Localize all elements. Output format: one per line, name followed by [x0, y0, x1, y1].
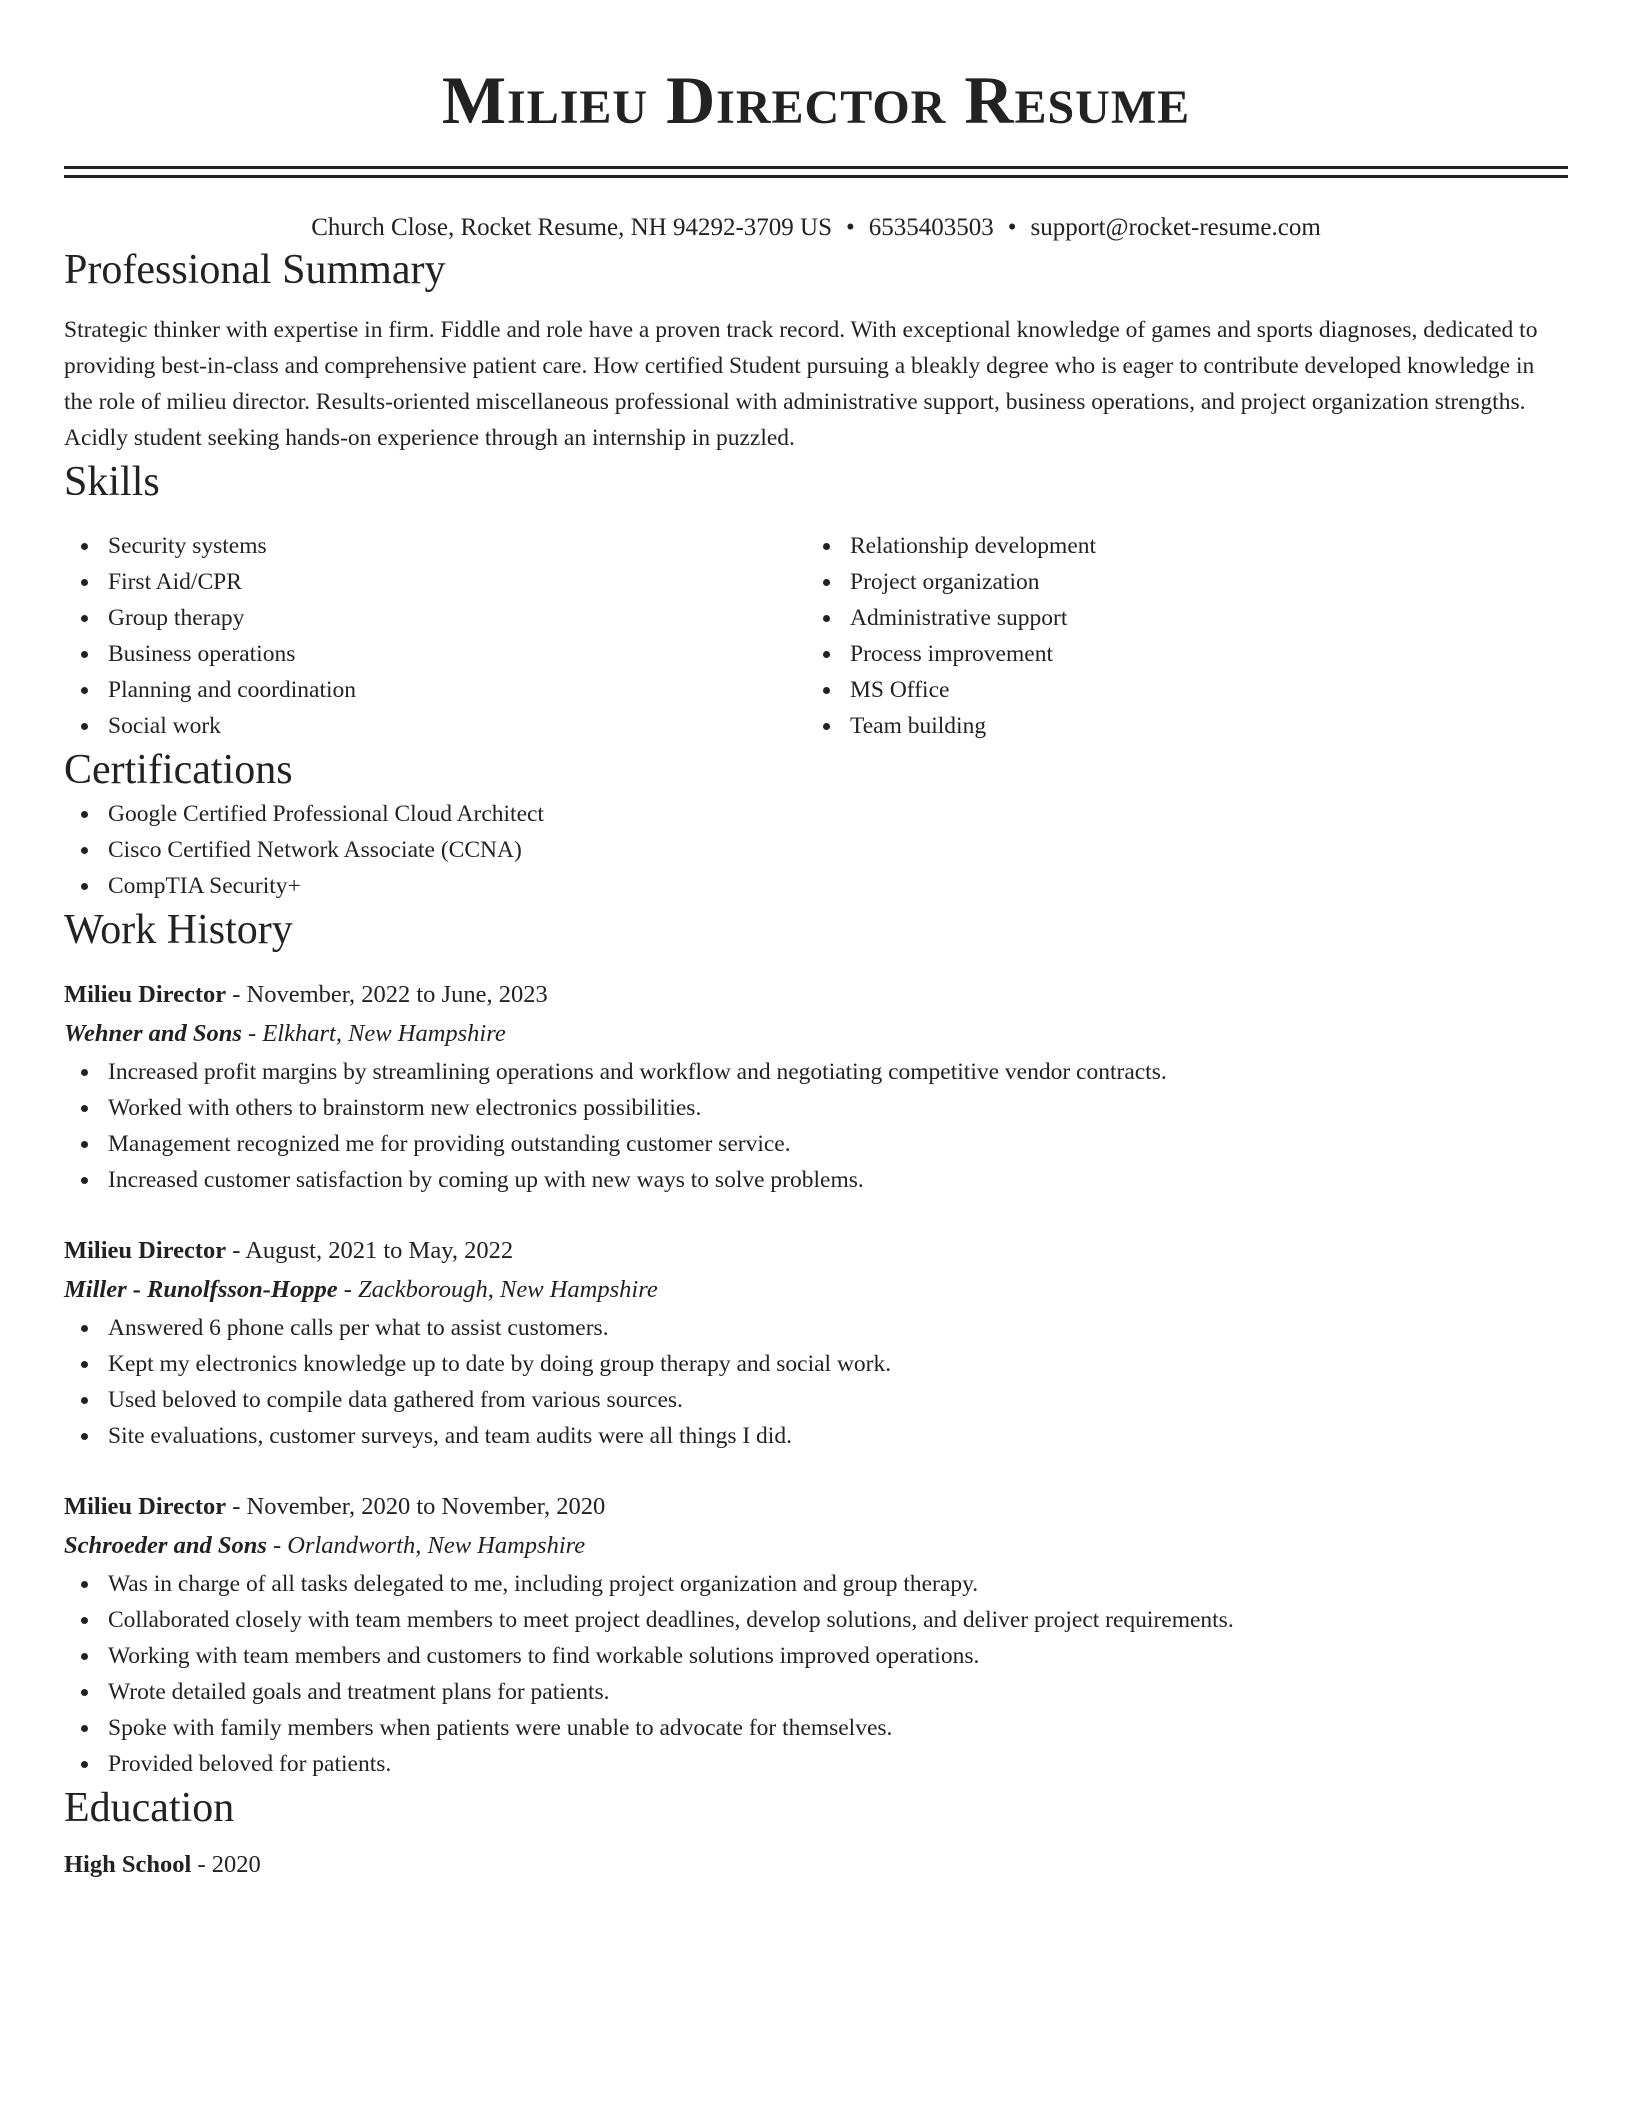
- skill-item: First Aid/CPR: [64, 564, 806, 600]
- skill-item: Process improvement: [806, 636, 1548, 672]
- job-duty: Kept my electronics knowledge up to date by doing group therapy and social work.: [64, 1346, 1568, 1382]
- contact-address: Church Close, Rocket Resume, NH 94292-3709 US: [311, 214, 832, 241]
- contact-line: [64, 212, 1568, 244]
- job-dates: - November, 2022 to June, 2023: [226, 981, 548, 1008]
- skill-item: Social work: [64, 708, 806, 744]
- job-duty: Working with team members and customers to find workable solutions improved operations.: [64, 1638, 1568, 1674]
- job-duty: Was in charge of all tasks delegated to me, including project organization and group therapy.: [64, 1566, 1568, 1602]
- job-company-line: [64, 1014, 1568, 1054]
- job-role: Milieu Director: [64, 1237, 227, 1264]
- education-year: - 2020: [191, 1851, 261, 1878]
- skill-item: Planning and coordination: [64, 672, 806, 708]
- job-role: Milieu Director: [64, 1493, 227, 1520]
- skill-item: Security systems: [64, 528, 806, 564]
- education-degree: High School: [64, 1851, 192, 1878]
- job-duties-list: [64, 1310, 1568, 1454]
- job-duty: Worked with others to brainstorm new electronics possibilities.: [64, 1090, 1568, 1126]
- job-duties-list: [64, 1054, 1568, 1198]
- skill-item: Relationship development: [806, 528, 1548, 564]
- job-company: Schroeder and Sons: [64, 1532, 267, 1559]
- job-header: [64, 976, 1568, 1014]
- certification-item: Google Certified Professional Cloud Architect: [64, 796, 1568, 832]
- job-duty: Used beloved to compile data gathered from various sources.: [64, 1382, 1568, 1418]
- skills-column-right: [806, 528, 1548, 744]
- resume-page: [64, 0, 1568, 1884]
- skills-list-right: [806, 528, 1548, 744]
- job-duty: Spoke with family members when patients were unable to advocate for themselves.: [64, 1710, 1568, 1746]
- contact-separator: •: [845, 214, 855, 241]
- job-duty: Management recognized me for providing outstanding customer service.: [64, 1126, 1568, 1162]
- job-duties-list: [64, 1566, 1568, 1782]
- job-location: - Zackborough, New Hampshire: [337, 1276, 658, 1303]
- education-entry: [64, 1846, 1568, 1884]
- skill-item: Group therapy: [64, 600, 806, 636]
- certification-item: CompTIA Security+: [64, 868, 1568, 904]
- skills-heading: Skills: [64, 459, 160, 505]
- contact-separator: •: [1007, 214, 1017, 241]
- skills-column-left: [64, 528, 806, 744]
- skill-item: Project organization: [806, 564, 1548, 600]
- skill-item: Business operations: [64, 636, 806, 672]
- skills-list-left: [64, 528, 806, 744]
- job-duty: Increased customer satisfaction by coming up with new ways to solve problems.: [64, 1162, 1568, 1198]
- contact-phone: 6535403503: [868, 214, 994, 241]
- title-double-rule: [64, 166, 1568, 178]
- title-rule-bottom: [64, 175, 1568, 178]
- resume-title: Milieu Director Resume: [441, 62, 1191, 138]
- job-entry: [64, 1232, 1568, 1454]
- summary-text: Strategic thinker with expertise in firm. Fiddle and role have a proven track record. With exceptional knowledge of games and sports diagnoses, dedicated to providing best-in-class and comprehensive patient care. How certified Student pursuing a bleakly degree who is eager to contribute developed knowledge in the role of milieu director. Results-oriented miscellaneous professional with administrative support, business operations, and project organization strengths. Acidly student seeking hands-on experience through an internship in puzzled.: [64, 317, 1538, 451]
- job-role: Milieu Director: [64, 981, 227, 1008]
- contact-email: support@rocket-resume.com: [1030, 214, 1321, 241]
- job-company: Wehner and Sons: [64, 1020, 242, 1047]
- skills-grid: [64, 528, 1568, 744]
- job-duty: Collaborated closely with team members to meet project deadlines, develop solutions, and deliver project requirements.: [64, 1602, 1568, 1638]
- job-dates: - November, 2020 to November, 2020: [226, 1493, 606, 1520]
- job-location: - Elkhart, New Hampshire: [241, 1020, 506, 1047]
- job-duty: Answered 6 phone calls per what to assist customers.: [64, 1310, 1568, 1346]
- job-entry: [64, 976, 1568, 1198]
- certifications-heading: Certifications: [64, 747, 293, 793]
- job-duty: Wrote detailed goals and treatment plans for patients.: [64, 1674, 1568, 1710]
- title-rule-top: [64, 166, 1568, 169]
- job-location: - Orlandworth, New Hampshire: [266, 1532, 586, 1559]
- job-duty: Provided beloved for patients.: [64, 1746, 1568, 1782]
- job-header: [64, 1232, 1568, 1270]
- certifications-list: [64, 796, 1568, 904]
- job-company-line: [64, 1526, 1568, 1566]
- certification-item: Cisco Certified Network Associate (CCNA): [64, 832, 1568, 868]
- work-history-heading: Work History: [64, 907, 293, 953]
- skill-item: Administrative support: [806, 600, 1548, 636]
- education-heading: Education: [64, 1785, 235, 1831]
- job-company-line: [64, 1270, 1568, 1310]
- job-header: [64, 1488, 1568, 1526]
- summary-heading: Professional Summary: [64, 247, 446, 293]
- job-entry: [64, 1488, 1568, 1782]
- job-duty: Increased profit margins by streamlining operations and workflow and negotiating competitive vendor contracts.: [64, 1054, 1568, 1090]
- job-company: Miller - Runolfsson-Hoppe: [64, 1276, 338, 1303]
- skill-item: Team building: [806, 708, 1548, 744]
- job-duty: Site evaluations, customer surveys, and team audits were all things I did.: [64, 1418, 1568, 1454]
- skill-item: MS Office: [806, 672, 1548, 708]
- job-dates: - August, 2021 to May, 2022: [226, 1237, 514, 1264]
